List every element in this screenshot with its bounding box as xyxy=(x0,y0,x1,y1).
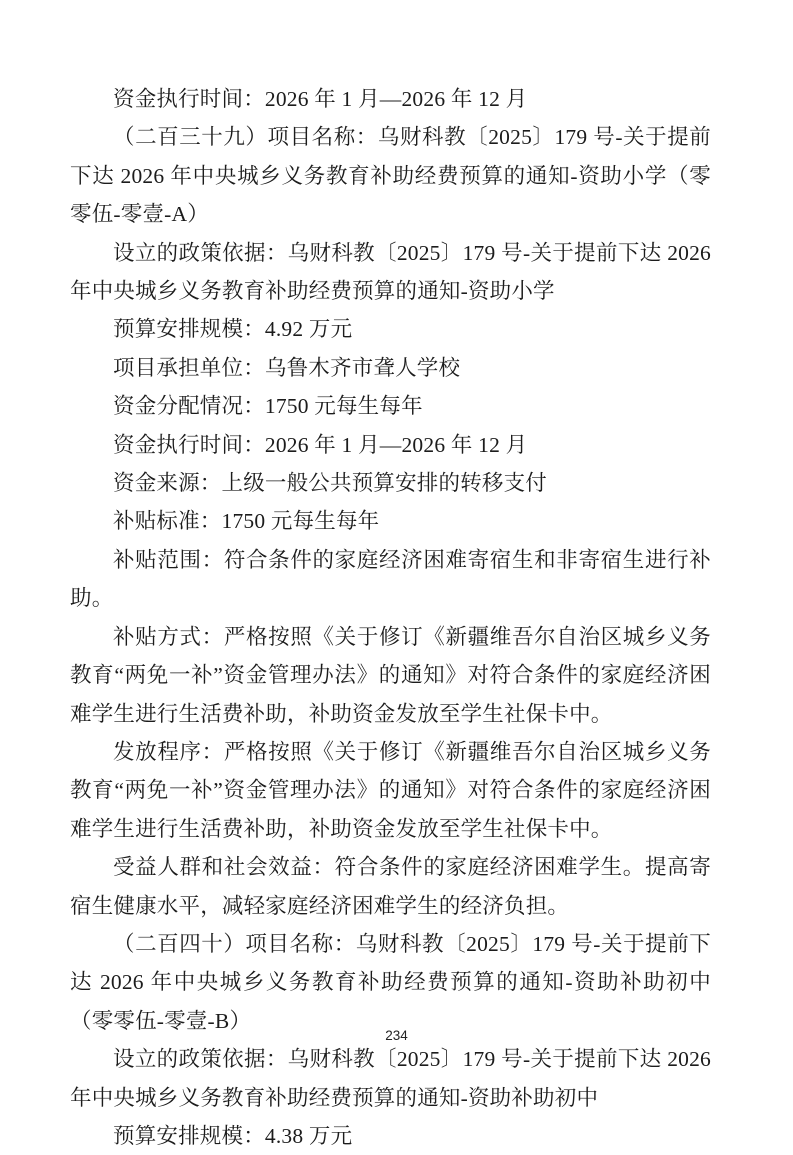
paragraph-fund-allocation: 资金分配情况：1750 元每生每年 xyxy=(113,394,423,419)
paragraph-issuance-procedure: 发放程序：严格按照《关于修订《新疆维吾尔自治区城乡义务教育“两免一补”资金管理办法》的通知》对符合条件的家庭经济困难学生进行生活费补助，补助资金发放至学生社保卡中。 xyxy=(70,739,711,841)
paragraph-subsidy-standard: 补贴标准：1750 元每生每年 xyxy=(113,509,380,534)
document-text-block xyxy=(70,80,711,1155)
page-number: 234 xyxy=(385,1028,408,1043)
paragraph-subsidy-method: 补贴方式：严格按照《关于修订《新疆维吾尔自治区城乡义务教育“两免一补”资金管理办法》的通知》对符合条件的家庭经济困难学生进行生活费补助，补助资金发放至学生社保卡中。 xyxy=(70,624,711,726)
paragraph-budget-scale-2: 预算安排规模：4.38 万元 xyxy=(113,1123,353,1148)
paragraph-policy-basis: 设立的政策依据：乌财科教〔2025〕179 号-关于提前下达 2026 年中央城乡义务教育补助经费预算的通知-资助小学 xyxy=(70,240,711,304)
paragraph-fund-execution-time-2: 资金执行时间：2026 年 1 月—2026 年 12 月 xyxy=(113,432,528,457)
paragraph-beneficiaries-social-benefit: 受益人群和社会效益：符合条件的家庭经济困难学生。提高寄宿生健康水平，减轻家庭经济困难学生的经济负担。 xyxy=(70,855,711,918)
paragraph-subsidy-scope: 补贴范围：符合条件的家庭经济困难寄宿生和非寄宿生进行补助。 xyxy=(70,547,711,611)
paragraph-policy-basis-2: 设立的政策依据：乌财科教〔2025〕179 号-关于提前下达 2026 年中央城乡义务教育补助经费预算的通知-资助补助初中 xyxy=(70,1047,711,1110)
paragraph-undertaking-unit: 项目承担单位：乌鲁木齐市聋人学校 xyxy=(113,355,461,380)
paragraph-item-240-project-name: （二百四十）项目名称：乌财科教〔2025〕179 号-关于提前下达 2026 年中央城乡义务教育补助经费预算的通知-资助补助初中（零零伍-零壹-B） xyxy=(70,931,711,1033)
paragraph-budget-scale: 预算安排规模：4.92 万元 xyxy=(113,317,353,342)
paragraph-item-239-project-name: （二百三十九）项目名称：乌财科教〔2025〕179 号-关于提前下达 2026 年中央城乡义务教育补助经费预算的通知-资助小学（零零伍-零壹-A） xyxy=(70,125,711,227)
paragraph-fund-source: 资金来源：上级一般公共预算安排的转移支付 xyxy=(113,471,548,496)
paragraph-fund-execution-time: 资金执行时间：2026 年 1 月—2026 年 12 月 xyxy=(113,87,528,111)
